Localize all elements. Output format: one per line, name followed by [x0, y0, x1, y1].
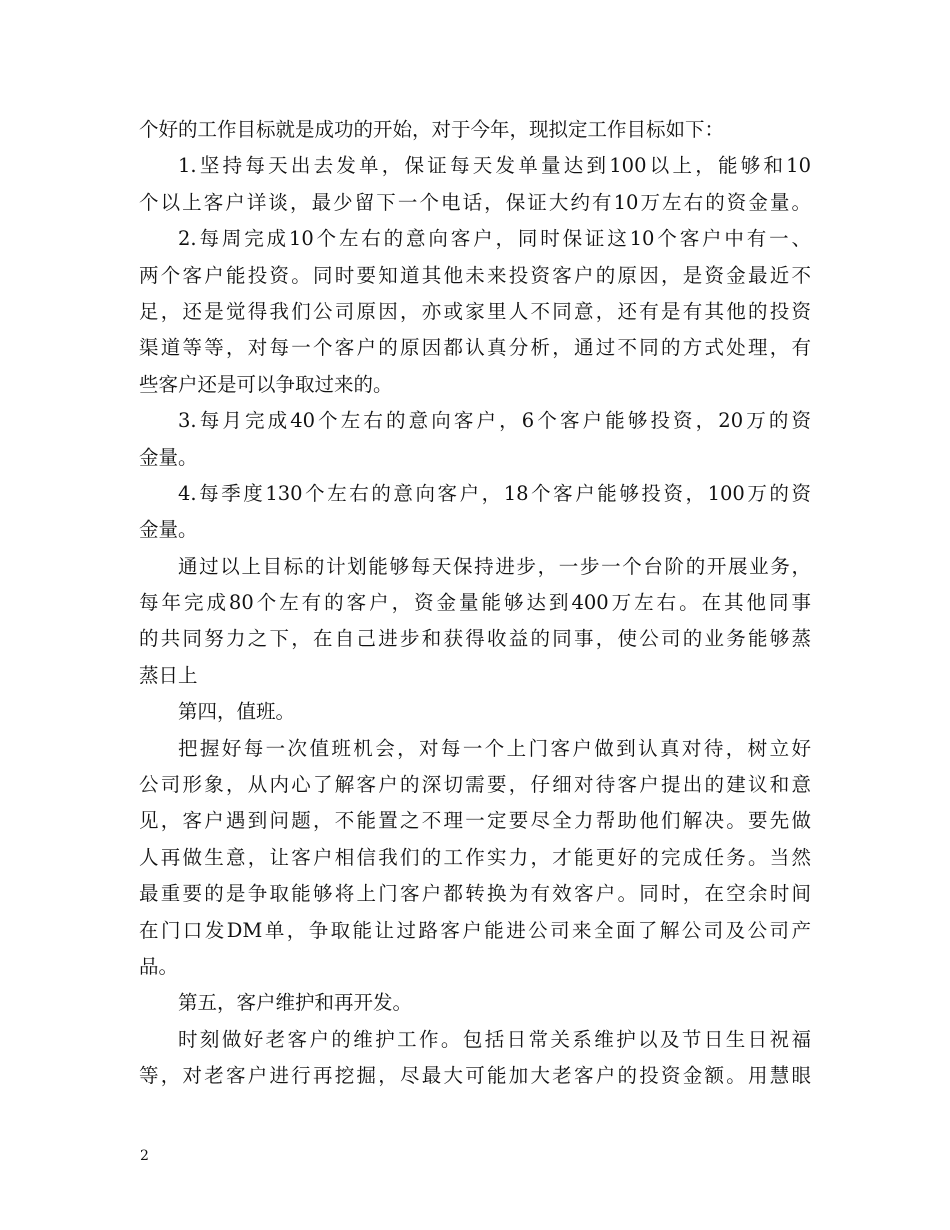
text-line: 3.每月完成40个左右的意向客户，6个客户能够投资，20万的资 — [178, 409, 811, 433]
text-line: 4.每季度130个左右的意向客户，18个客户能够投资，100万的资 — [178, 481, 811, 505]
text-line: 2.每周完成10个左右的意向客户，同时保证这10个客户中有一、 — [178, 227, 811, 251]
text-line: 第五，客户维护和再开发。 — [178, 991, 413, 1015]
text-line: 两个客户能投资。同时要知道其他未来投资客户的原因，是资金最近不 — [139, 263, 811, 287]
text-line: 的共同努力之下，在自己进步和获得收益的同事，使公司的业务能够蒸 — [139, 627, 811, 651]
text-line: 人再做生意，让客户相信我们的工作实力，才能更好的完成任务。当然 — [139, 845, 811, 869]
text-line: 足，还是觉得我们公司原因，亦或家里人不同意，还有是有其他的投资 — [139, 299, 811, 323]
text-line: 在门口发DM单，争取能让过路客户能进公司来全面了解公司及公司产 — [139, 918, 811, 942]
text-line: 个以上客户详谈，最少留下一个电话，保证大约有10万左右的资金量。 — [139, 190, 811, 214]
text-line: 见，客户遇到问题，不能置之不理一定要尽全力帮助他们解决。要先做 — [139, 809, 811, 833]
text-line: 公司形象，从内心了解客户的深切需要，仔细对待客户提出的建议和意 — [139, 773, 811, 797]
text-line: 蒸日上 — [139, 663, 198, 687]
text-line: 第四，值班。 — [178, 700, 296, 724]
text-line: 最重要的是争取能够将上门客户都转换为有效客户。同时，在空余时间 — [139, 882, 811, 906]
text-line: 时刻做好老客户的维护工作。包括日常关系维护以及节日生日祝福 — [178, 1027, 811, 1051]
text-line: 把握好每一次值班机会，对每一个上门客户做到认真对待，树立好 — [178, 736, 811, 760]
text-line: 通过以上目标的计划能够每天保持进步，一步一个台阶的开展业务， — [178, 554, 811, 578]
document-body — [139, 112, 811, 1095]
text-line: 个好的工作目标就是成功的开始，对于今年，现拟定工作目标如下： — [139, 118, 725, 141]
page-number: 2 — [140, 1148, 149, 1164]
text-line: 些客户还是可以争取过来的。 — [139, 372, 393, 396]
text-line: 等，对老客户进行再挖掘，尽最大可能加大老客户的投资金额。用慧眼 — [139, 1064, 811, 1088]
text-line: 品。 — [139, 954, 179, 978]
text-line: 渠道等等，对每一个客户的原因都认真分析，通过不同的方式处理，有 — [139, 336, 811, 360]
text-line: 1.坚持每天出去发单，保证每天发单量达到100以上，能够和10 — [178, 154, 811, 178]
text-line: 金量。 — [139, 445, 198, 469]
text-line: 金量。 — [139, 518, 198, 542]
text-line: 每年完成80个左有的客户，资金量能够达到400万左右。在其他同事 — [139, 591, 811, 615]
